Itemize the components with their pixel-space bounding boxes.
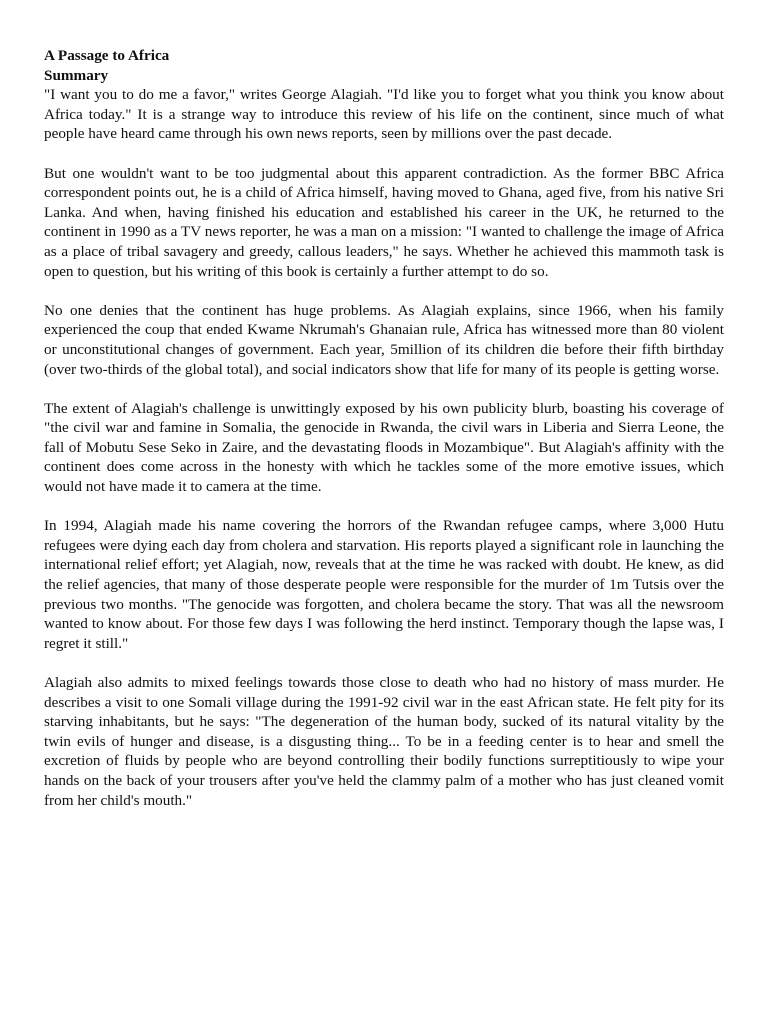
document-subtitle: Summary [44,66,109,84]
paragraph-4: The extent of Alagiah's challenge is unwittingly exposed by his own publicity blurb, boasting his coverage of "the civil war and famine in Somalia, the genocide in Rwanda, the civil wars in Liberia and Sierra Leone, the fall of Mobutu Sese Seko in Zaire, and the devastating floods in Mozambique". But Alagiah's affinity with the continent does come across in the honesty with which he tackles some of the more emotive issues, which would not have made it to camera at the time. [44,399,724,496]
paragraph-2: But one wouldn't want to be too judgmental about this apparent contradiction. As the former BBC Africa correspondent points out, he is a child of Africa himself, having moved to Ghana, aged five, from his native Sri Lanka. And when, having finished his education and established his career in the UK, he returned to the continent in 1990 as a TV news reporter, he was a man on a mission: "I wanted to challenge the image of Africa as a place of tribal savagery and greedy, callous leaders," he says. Whether he achieved this mammoth task is open to question, but his writing of this book is certainly a further attempt to do so. [44,164,724,280]
document-page [44,46,724,830]
paragraph-5: In 1994, Alagiah made his name covering the horrors of the Rwandan refugee camps, where 3,000 Hutu refugees were dying each day from cholera and starvation. His reports played a significant role in launching the international relief effort; yet Alagiah, now, reveals that at the time he was racked with doubt. He knew, as did the relief agencies, that many of those desperate people were responsible for the murder of 1m Tutsis over the previous two months. "The genocide was forgotten, and cholera became the story. That was all the newsroom wanted to know about. For those few days I was following the herd instinct. Temporary though the lapse was, I regret it still." [44,517,724,652]
paragraph-3: No one denies that the continent has huge problems. As Alagiah explains, since 1966, when his family experienced the coup that ended Kwame Nkrumah's Ghanaian rule, Africa has witnessed more than 80 violent or unconstitutional changes of government. Each year, 5million of its children die before their fifth birthday (over two-thirds of the global total), and social indicators show that life for many of its people is getting worse. [44,301,724,378]
paragraph-6: Alagiah also admits to mixed feelings towards those close to death who had no history of mass murder. He describes a visit to one Somali village during the 1991-92 civil war in the east African state. He felt pity for its starving inhabitants, but he says: "The degeneration of the human body, sucked of its natural vitality by the twin evils of hunger and disease, is a disgusting thing... To be in a feeding center is to hear and smell the excretion of fluids by people who are beyond controlling their bodily functions surreptitiously to wipe your hands on the back of your trousers after you've held the clammy palm of a mother who has just cleaned vomit from her child's mouth." [44,674,724,809]
document-title: A Passage to Africa [44,47,170,64]
paragraph-1: "I want you to do me a favor," writes George Alagiah. "I'd like you to forget what you think you know about Africa today." It is a strange way to introduce this review of his life on the continent, since much of what people have heard came through his own news reports, seen by millions over the past decade. [44,86,724,143]
